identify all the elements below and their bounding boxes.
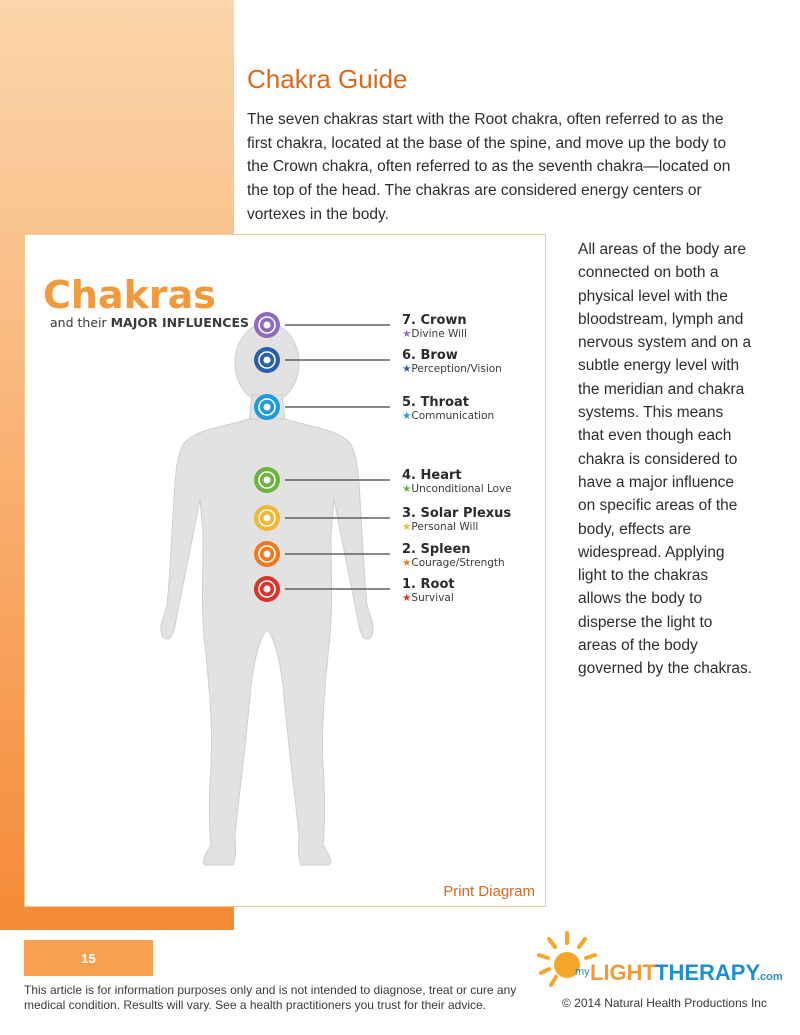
logo-light: LIGHT — [590, 960, 656, 985]
chakra-name: 1. Root — [402, 577, 455, 592]
chakra-influence-label: Communication — [411, 410, 495, 422]
logo-therapy: THERAPY — [655, 960, 761, 985]
logo-my: my — [575, 966, 590, 978]
star-icon: ★ — [402, 363, 412, 375]
side-paragraph: All areas of the body are connected on both a physical level with the bloodstream, lymph and nervous system and on a subtle energy level with the meridian and chakra systems. This means that even though each chakra is considered to have a major influence on specific areas of the body, effects are widespread. Applying light to the chakras allows the body to disperse the light to areas of the body governed by the chakras. — [578, 241, 753, 678]
chakra-symbol-center-icon — [264, 477, 271, 484]
chakra-influence-label: Personal Will — [411, 521, 479, 533]
chakra-symbol-center-icon — [264, 515, 271, 522]
chakra-influence — [402, 557, 505, 569]
chakra-influence-label: Survival — [411, 592, 454, 604]
chakra-name: 6. Brow — [402, 348, 458, 363]
chakra-influence-label: Unconditional Love — [411, 483, 512, 495]
page-number — [24, 940, 153, 976]
chakra-influence-label: Divine Will — [411, 328, 467, 340]
logo-com: .com — [757, 971, 783, 983]
chakra-name: 2. Spleen — [402, 542, 471, 557]
diagram-heading: Chakras — [43, 273, 216, 317]
star-icon: ★ — [402, 557, 412, 569]
chakra-name: 4. Heart — [402, 468, 462, 483]
page-number-label: 15 — [81, 950, 96, 966]
star-icon: ★ — [402, 328, 412, 340]
chakra-name: 5. Throat — [402, 395, 469, 410]
print-diagram-link[interactable]: Print Diagram — [443, 883, 535, 900]
chakra-name: 7. Crown — [402, 313, 467, 328]
copyright: © 2014 Natural Health Productions Inc — [562, 996, 767, 1010]
chakra-item — [254, 394, 494, 422]
chakra-symbol-center-icon — [264, 357, 271, 364]
star-icon: ★ — [402, 521, 412, 533]
chakra-influence — [402, 410, 494, 422]
star-icon: ★ — [402, 483, 412, 495]
star-icon: ★ — [402, 592, 412, 604]
chakra-diagram — [24, 234, 546, 907]
chakra-symbol-center-icon — [264, 551, 271, 558]
star-icon: ★ — [402, 410, 412, 422]
chakra-influence — [402, 363, 502, 375]
chakra-influence — [402, 521, 478, 533]
chakra-influence-label: Perception/Vision — [411, 363, 502, 375]
chakra-name: 3. Solar Plexus — [402, 506, 512, 521]
intro-paragraph: The seven chakras start with the Root chakra, often referred to as the first chakra, located at the base of the spine, and move up the body to the Crown chakra, often referred to as the seventh chakra—located on the top of the head. The chakras are considered energy centers or vortexes in the body. — [247, 111, 731, 223]
chakra-influence-label: Courage/Strength — [411, 557, 505, 569]
chakra-influence — [402, 328, 467, 340]
chakra-symbol-center-icon — [264, 586, 271, 593]
chakra-symbol-center-icon — [264, 404, 271, 411]
chakra-influence — [402, 592, 454, 604]
page-title: Chakra Guide — [247, 64, 408, 94]
diagram-subheading: and their MAJOR INFLUENCES — [50, 315, 249, 330]
chakra-symbol-center-icon — [264, 322, 271, 329]
mylighttherapy-logo — [535, 927, 790, 1002]
chakra-diagram-svg — [25, 235, 545, 906]
disclaimer: This article is for information purposes only and is not intended to diagnose, treat or cure any medical condition. Results will vary. See a health practitioners you trust for their advice. — [24, 983, 517, 1012]
chakra-influence — [402, 483, 512, 495]
